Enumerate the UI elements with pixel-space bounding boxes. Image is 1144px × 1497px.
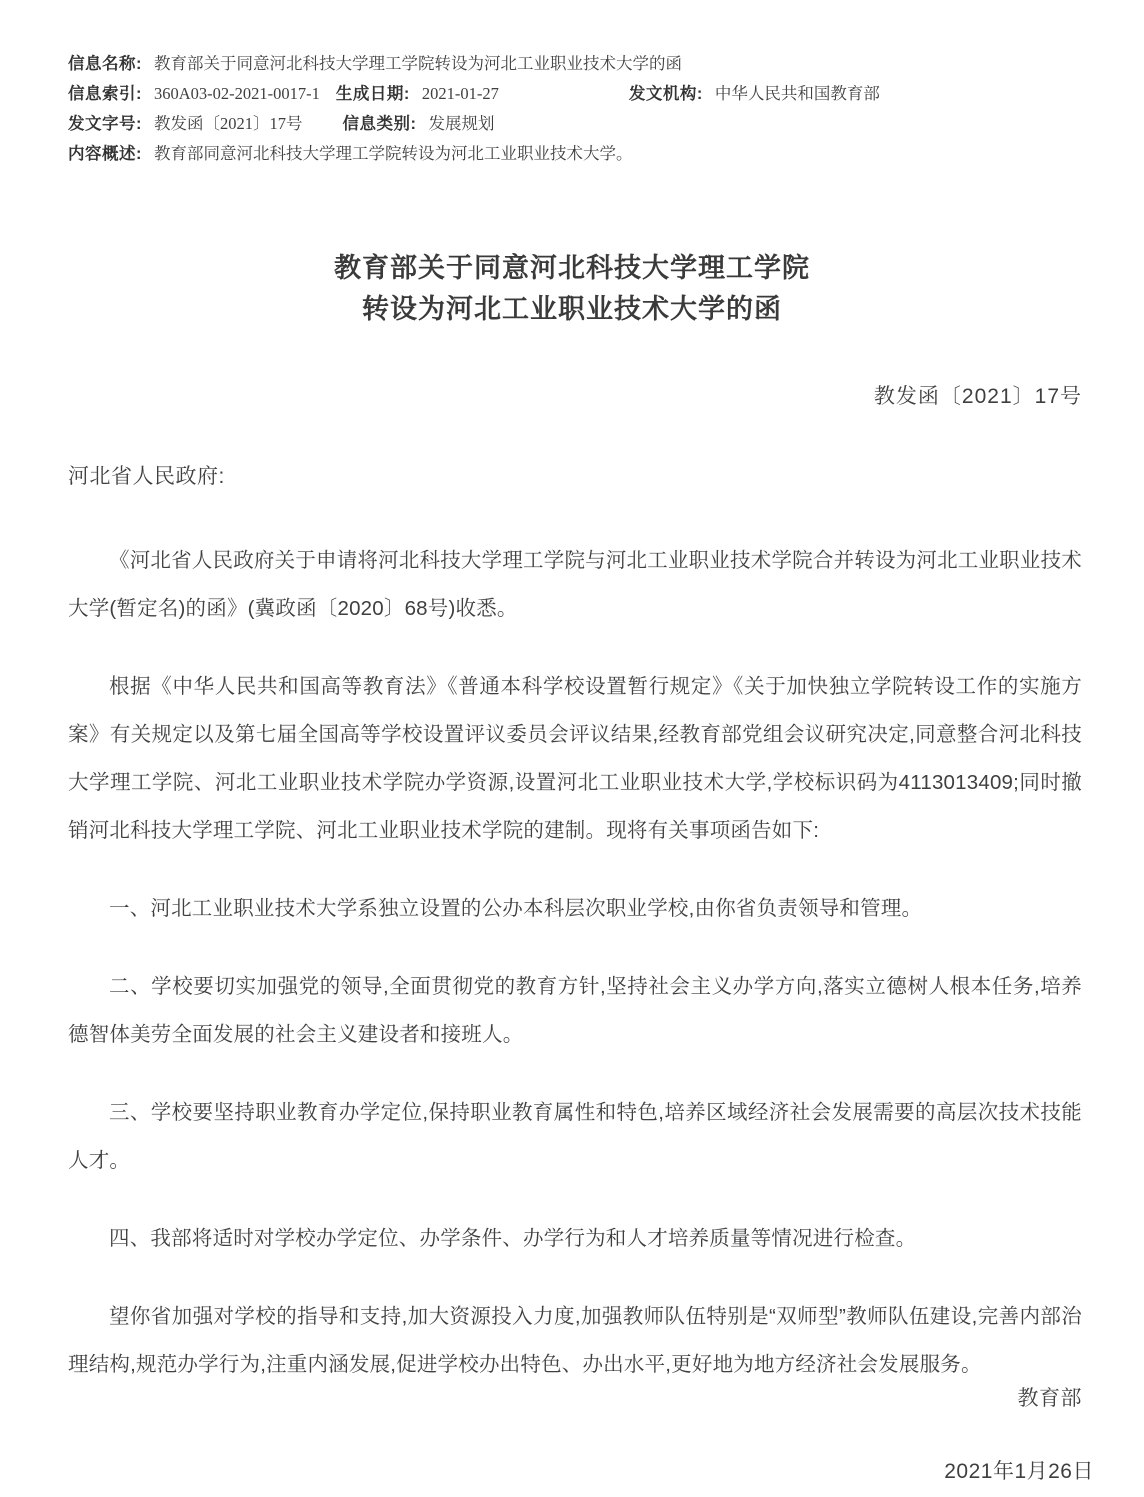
page-title-line-2: 转设为河北工业职业技术大学的函	[362, 294, 782, 324]
metadata-value-issuing-agency: 中华人民共和国教育部	[714, 84, 880, 103]
metadata-row-name	[68, 50, 1082, 80]
signature-issuer: 教育部	[1017, 1387, 1082, 1410]
paragraph-legal-basis-decision: 根据《中华人民共和国高等教育法》《普通本科学校设置暂行规定》《关于加快独立学院转设工作的实施方案》有关规定以及第七届全国高等学校设置评议委员会评议结果,经教育部党组会议研究决定,同意整合河北科技大学理工学院、河北工业职业技术学院办学资源,设置河北工业职业技术大学,学校标识码为4113013409;同时撤销河北科技大学理工学院、河北工业职业技术学院的建制。现将有关事项函告如下:	[68, 675, 1082, 842]
metadata-label-issuing-agency: 发文机构:	[628, 85, 703, 103]
page-title	[0, 248, 1144, 330]
document-number: 教发函〔2021〕17号	[873, 385, 1082, 408]
metadata-label-info-category: 信息类别:	[342, 115, 417, 133]
document-body	[68, 537, 1082, 1389]
metadata-value-info-category: 发展规划	[428, 114, 495, 133]
metadata-label-summary: 内容概述:	[68, 145, 142, 163]
metadata-value-summary: 教育部同意河北科技大学理工学院转设为河北工业职业技术大学。	[154, 144, 633, 163]
metadata-group-issuing-agency	[629, 80, 880, 104]
metadata-label-created-date: 生成日期:	[335, 85, 410, 103]
paragraph-closing-request: 望你省加强对学校的指导和支持,加大资源投入力度,加强教师队伍特别是“双师型”教师队伍建设,完善内部治理结构,规范办学行为,注重内涵发展,促进学校办出特色、办出水平,更好地为地方经济社会发展服务。	[68, 1305, 1082, 1376]
paragraph-item-3: 三、学校要坚持职业教育办学定位,保持职业教育属性和特色,培养区域经济社会发展需要的高层次技术技能人才。	[68, 1101, 1082, 1172]
signature-date: 2021年1月26日	[944, 1460, 1094, 1483]
metadata-group-info-category	[343, 110, 495, 134]
metadata-value-doc-number: 教发函〔2021〕17号	[154, 114, 303, 133]
paragraph-item-2: 二、学校要切实加强党的领导,全面贯彻党的教育方针,坚持社会主义办学方向,落实立德树人根本任务,培养德智体美劳全面发展的社会主义建设者和接班人。	[68, 975, 1082, 1046]
metadata-label-info-index: 信息索引:	[68, 85, 142, 103]
metadata-label-info-name: 信息名称:	[68, 55, 142, 73]
metadata-value-info-index: 360A03-02-2021-0017-1	[154, 84, 320, 103]
metadata-row-doc-number	[68, 110, 1082, 140]
document-metadata	[68, 50, 1082, 170]
paragraph-receipt-acknowledgement: 《河北省人民政府关于申请将河北科技大学理工学院与河北工业职业技术学院合并转设为河北工业职业技术大学(暂定名)的函》(冀政函〔2020〕68号)收悉。	[68, 549, 1082, 620]
metadata-value-info-name: 教育部关于同意河北科技大学理工学院转设为河北工业职业技术大学的函	[154, 54, 682, 73]
metadata-row-index	[68, 80, 1082, 110]
page-title-line-1: 教育部关于同意河北科技大学理工学院	[334, 253, 810, 283]
metadata-group-created-date	[336, 80, 499, 104]
salutation: 河北省人民政府:	[68, 465, 225, 488]
paragraph-item-1: 一、河北工业职业技术大学系独立设置的公办本科层次职业学校,由你省负责领导和管理。	[109, 897, 923, 920]
metadata-value-created-date: 2021-01-27	[421, 84, 499, 103]
metadata-label-doc-number: 发文字号:	[68, 115, 142, 133]
metadata-row-summary	[68, 140, 1082, 170]
paragraph-item-4: 四、我部将适时对学校办学定位、办学条件、办学行为和人才培养质量等情况进行检查。	[109, 1227, 917, 1250]
